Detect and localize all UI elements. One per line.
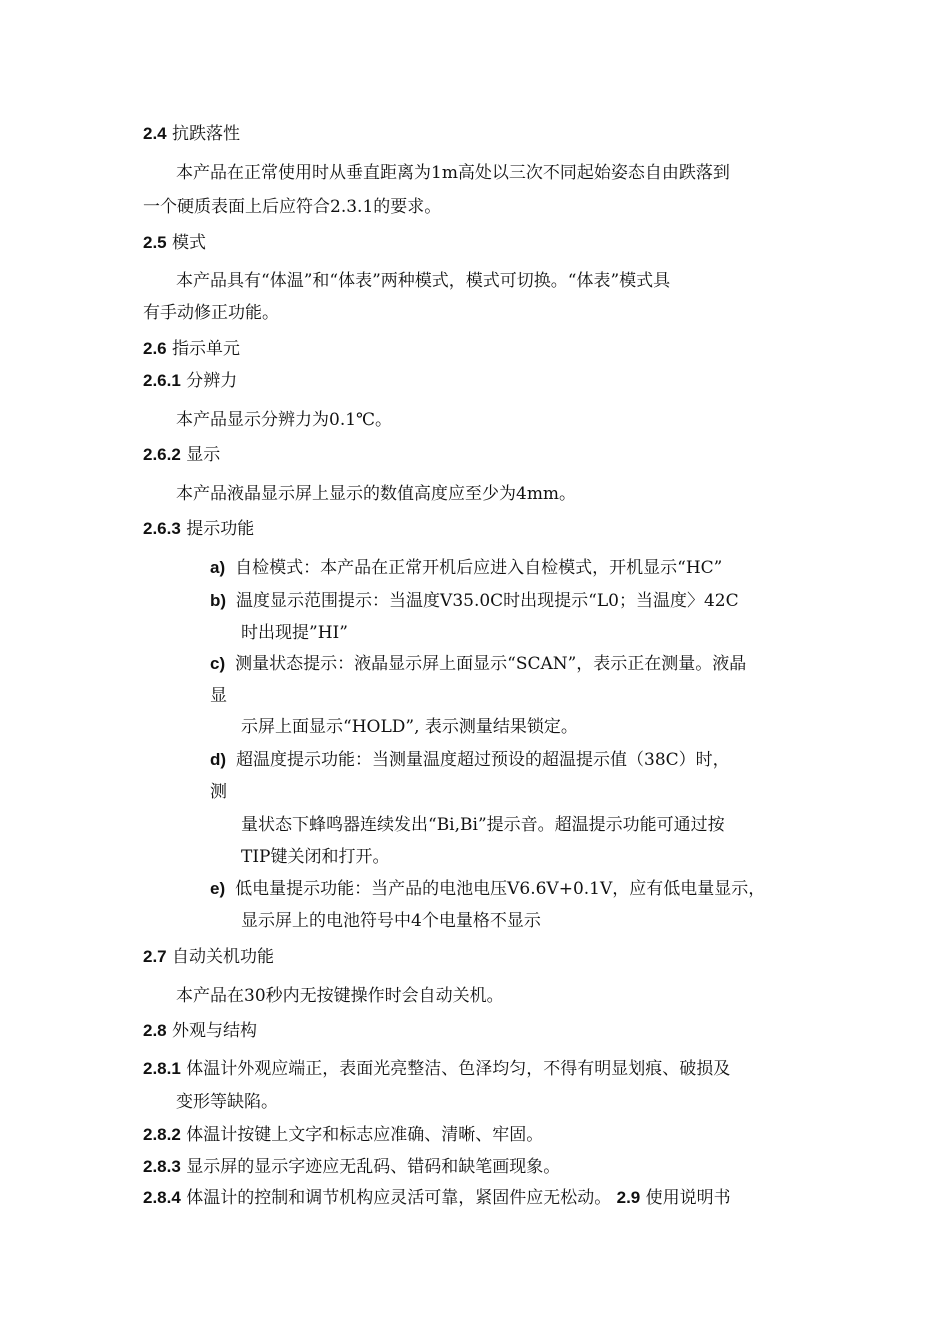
paragraph-line: 本产品在正常使用时从垂直距离为1m高处以三次不同起始姿态自由跌落到: [176, 163, 730, 183]
section-title: 抗跌落性: [172, 124, 241, 144]
section-number: 2.6.2: [143, 445, 181, 464]
section-number: 2.9: [616, 1188, 641, 1207]
paragraph-line: 一个硬质表面上后应符合2.3.1的要求。: [143, 197, 442, 217]
section-title: 分辨力: [186, 371, 238, 391]
heading-2-5: [143, 232, 206, 254]
section-title: 外观与结构: [172, 1021, 258, 1041]
section-number: 2.7: [143, 947, 167, 966]
section-title: 体温计按键上文字和标志应准确、清晰、牢固。: [186, 1125, 544, 1145]
heading-2-6-2: [143, 444, 220, 466]
list-label: a): [210, 558, 226, 577]
list-text: 自检模式：本产品在正常开机后应进入自检模式，开机显示“HC”: [235, 558, 723, 578]
paragraph-line: 变形等缺陷。: [176, 1092, 278, 1112]
heading-2-6: [143, 338, 240, 360]
paragraph-line: 有手动修正功能。: [143, 303, 279, 323]
section-number: 2.8.1: [143, 1059, 181, 1078]
heading-2-8-2: [143, 1124, 543, 1146]
section-title: 模式: [172, 233, 207, 253]
list-item-c: [210, 653, 746, 675]
list-text-cont: 示屏上面显示“HOLD”, 表示测量结果锁定。: [241, 717, 578, 737]
section-number: 2.6.1: [143, 371, 181, 390]
list-text: 测量状态提示：液晶显示屏上面显示“SCAN”，表示正在测量。液晶: [235, 654, 747, 674]
list-item-b: [210, 590, 739, 612]
list-text-cont: 显: [210, 686, 227, 706]
section-number: 2.8.2: [143, 1125, 181, 1144]
list-text-cont: 时出现提”HI”: [241, 623, 348, 643]
section-title: 体温计的控制和调节机构应灵活可靠，紧固件应无松动。: [186, 1188, 612, 1208]
list-text: 低电量提示功能：当产品的电池电压V6.6V+0.1V，应有低电量显示，: [235, 879, 766, 899]
heading-2-8: [143, 1020, 257, 1042]
heading-2-4: [143, 123, 240, 145]
list-text-cont: TIP键关闭和打开。: [241, 847, 390, 867]
section-title: 自动关机功能: [172, 947, 275, 967]
section-title: 指示单元: [172, 339, 241, 359]
list-item-e: [210, 878, 765, 900]
heading-2-8-3: [143, 1156, 560, 1178]
list-text-cont: 显示屏上的电池符号中4个电量格不显示: [241, 911, 541, 931]
heading-2-6-1: [143, 370, 237, 392]
section-number: 2.8.3: [143, 1157, 181, 1176]
list-item-d: [210, 749, 730, 771]
list-label: d): [210, 750, 227, 769]
heading-2-8-4: [143, 1187, 731, 1209]
section-title: 显示屏的显示字迹应无乱码、错码和缺笔画现象。: [186, 1157, 561, 1177]
section-number: 2.8.4: [143, 1188, 181, 1207]
paragraph-line: 本产品在30秒内无按键操作时会自动关机。: [176, 986, 504, 1006]
section-number: 2.4: [143, 124, 167, 143]
paragraph-line: 本产品显示分辨力为0.1℃。: [176, 410, 393, 430]
list-text: 温度显示范围提示：当温度V35.0C时出现提示“L0；当温度〉42C: [236, 591, 739, 611]
list-text: 超温度提示功能：当测量温度超过预设的超温提示值（38C）时，: [236, 750, 730, 770]
section-number: 2.6.3: [143, 519, 181, 538]
section-title: 体温计外观应端正，表面光亮整洁、色泽均匀，不得有明显划痕、破损及: [186, 1059, 731, 1079]
section-number: 2.8: [143, 1021, 167, 1040]
list-item-a: [210, 557, 722, 579]
list-label: e): [210, 879, 226, 898]
heading-2-6-3: [143, 518, 254, 540]
section-number: 2.5: [143, 233, 167, 252]
section-title: 显示: [186, 445, 221, 465]
list-text-cont: 量状态下蜂鸣器连续发出“Bi,Bi”提示音。超温提示功能可通过按: [241, 815, 725, 835]
section-number: 2.6: [143, 339, 167, 358]
heading-2-7: [143, 946, 274, 968]
paragraph-line: 本产品具有“体温”和“体表”两种模式，模式可切换。“体表”模式具: [176, 271, 671, 291]
list-text-cont: 测: [210, 782, 227, 802]
section-title: 使用说明书: [645, 1188, 731, 1208]
paragraph-line: 本产品液晶显示屏上显示的数值高度应至少为4mm。: [176, 484, 577, 504]
section-title: 提示功能: [186, 519, 255, 539]
list-label: c): [210, 654, 226, 673]
list-label: b): [210, 591, 227, 610]
heading-2-8-1: [143, 1058, 730, 1080]
